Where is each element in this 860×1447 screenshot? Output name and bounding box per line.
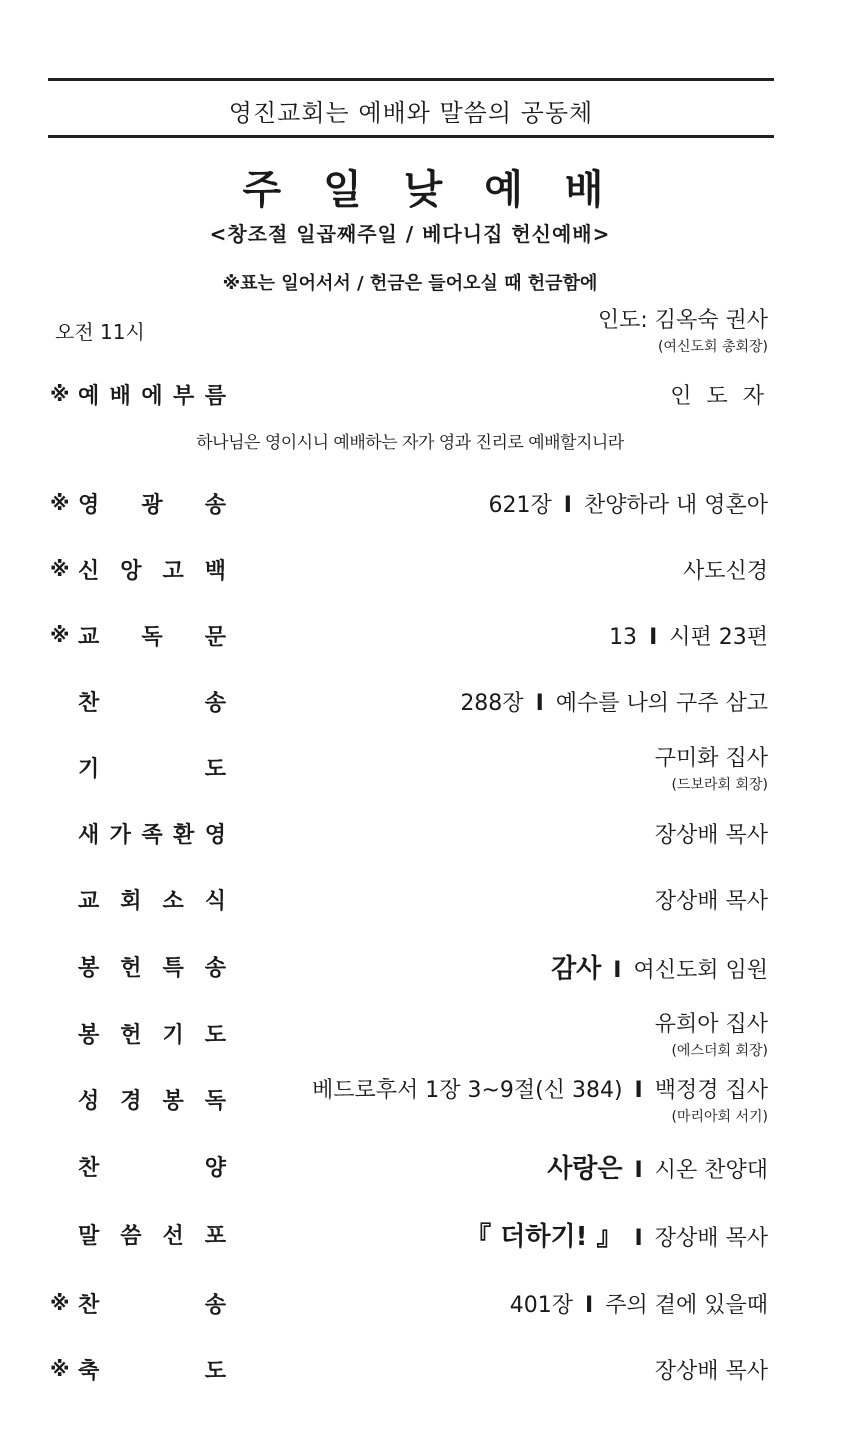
standing-mark: ※	[50, 1357, 70, 1381]
order-item-closing-hymn	[50, 1286, 768, 1320]
order-item-hymn	[50, 684, 768, 718]
item-value: 구미화 집사 (드보라회 회장)	[654, 745, 768, 793]
item-value: 인 도 자	[670, 383, 768, 409]
item-value: 401장 I 주의 곁에 있을때	[509, 1292, 768, 1318]
standing-note: ※표는 일어서서 / 헌금은 들어오실 때 헌금함에	[222, 273, 598, 294]
item-value: 장상배 목사	[654, 1358, 768, 1384]
order-item-call-to-worship	[50, 377, 768, 411]
order-item-offertory-special	[50, 949, 768, 983]
service-title: 주 일 낮 예 배	[242, 167, 618, 213]
standing-mark: ※	[50, 382, 70, 406]
item-value: 유희아 집사 (에스더회 회장)	[654, 1011, 768, 1059]
service-subtitle: <창조절 일곱째주일 / 베다니집 헌신예배>	[209, 222, 611, 246]
item-label: 교 독 문	[78, 624, 226, 650]
order-item-doxology	[50, 486, 768, 520]
order-item-responsive-reading	[50, 618, 768, 652]
service-leader	[598, 303, 768, 356]
item-label: 신 앙 고 백	[78, 558, 226, 584]
standing-mark: ※	[50, 623, 70, 647]
order-item-prayer	[50, 740, 768, 794]
item-label: 교 회 소 식	[78, 888, 226, 914]
top-rule	[48, 78, 774, 81]
item-label: 기 도	[78, 756, 226, 782]
order-item-benediction	[50, 1352, 768, 1386]
standing-mark: ※	[50, 557, 70, 581]
order-item-welcome	[50, 816, 768, 850]
standing-mark: ※	[50, 491, 70, 515]
item-label: 찬 송	[78, 1292, 226, 1318]
item-value: 『 더하기! 』 I 장상배 목사	[465, 1221, 768, 1252]
order-item-offertory-prayer	[50, 1006, 768, 1060]
item-label: 새 가 족 환 영	[78, 822, 226, 848]
item-value: 장상배 목사	[654, 888, 768, 914]
banner-bottom-rule	[48, 135, 774, 138]
service-time: 오전 11시	[55, 320, 145, 344]
item-value: 사도신경	[682, 558, 768, 584]
item-label: 봉 헌 기 도	[78, 1022, 226, 1048]
order-item-scripture-reading	[50, 1072, 768, 1126]
order-item-announcements	[50, 882, 768, 916]
scripture-verse: 하나님은 영이시니 예배하는 자가 영과 진리로 예배할지니라	[196, 433, 624, 453]
item-value: 621장 I 찬양하라 내 영혼아	[488, 492, 768, 518]
item-label: 찬 양	[78, 1155, 226, 1181]
church-banner: 영진교회는 예배와 말씀의 공동체	[228, 98, 594, 127]
item-value: 사랑은 I 시온 찬양대	[547, 1153, 768, 1184]
order-item-anthem	[50, 1148, 768, 1184]
order-item-sermon	[50, 1216, 768, 1252]
order-item-creed	[50, 552, 768, 586]
item-value: 288장 I 예수를 나의 구주 삼고	[460, 690, 768, 716]
item-label: 봉 헌 특 송	[78, 955, 226, 981]
item-value: 13 I 시편 23편	[609, 624, 768, 650]
leader-role: (여신도회 총회장)	[657, 339, 768, 355]
item-value: 장상배 목사	[654, 822, 768, 848]
item-label: 예 배 에 부 름	[78, 383, 226, 409]
item-label: 말 씀 선 포	[78, 1223, 226, 1249]
standing-mark: ※	[50, 1291, 70, 1315]
item-label: 성 경 봉 독	[78, 1088, 226, 1114]
item-value: 감사 I 여신도회 임원	[551, 953, 768, 984]
leader-name: 인도: 김옥숙 권사	[597, 308, 768, 333]
item-label: 축 도	[78, 1358, 226, 1384]
item-value: 베드로후서 1장 3~9절(신 384) I 백정경 집사 (마리아회 서기)	[311, 1077, 768, 1125]
item-label: 찬 송	[78, 690, 226, 716]
item-label: 영 광 송	[78, 492, 226, 518]
